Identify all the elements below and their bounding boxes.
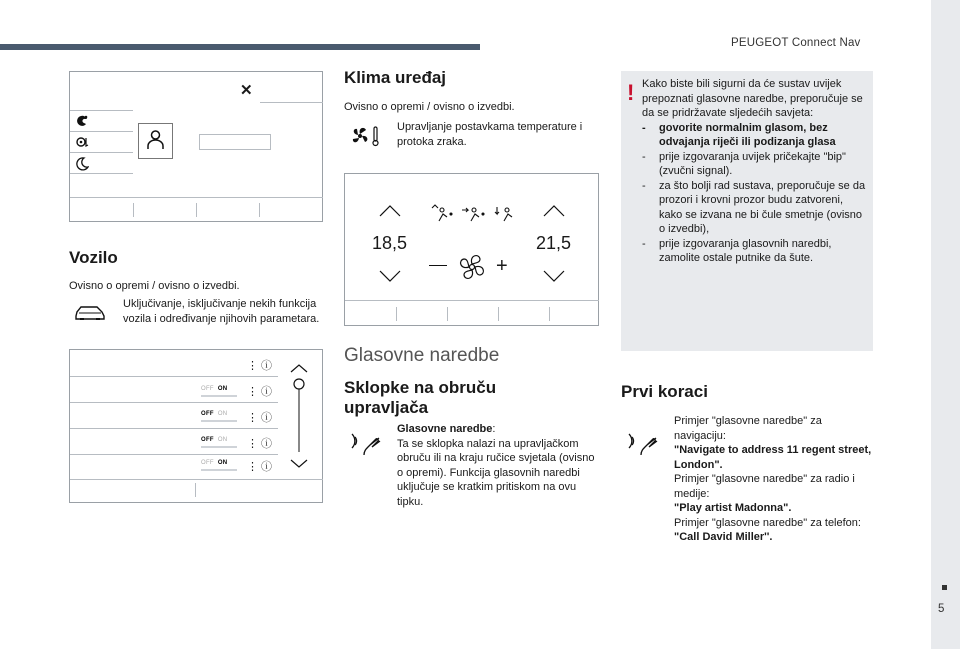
car-icon (74, 303, 106, 328)
temp-right-value: 21,5 (536, 233, 572, 253)
side-band (931, 0, 960, 649)
glasovne-label: Glasovne naredbe (397, 423, 493, 435)
toggle-row-1: OFF ON (201, 386, 228, 392)
warning-content (642, 77, 868, 266)
warning-item: - za što bolji rad sustava, preporučuje se da prozori i krovni prozor budu zatvoreni, kako se izvana ne bi čule smetnje (ovisno o izvedbi), (642, 179, 868, 237)
temp-left-down-icon (379, 269, 401, 287)
warning-intro: Kako biste bili sigurni da će sustav uvijek prepoznati glasovne naredbe, preporučuje se da se pridržavate sljedećih savjeta: (642, 78, 863, 119)
klima-title: Klima uređaj (344, 68, 447, 87)
glasovne-desc: Ta se sklopka nalazi na upravljačkom obruču ili na kraju ručice svjetala (ovisno o opremi). Funkcija glasovnih naredbi uključuje se kratkim pritiskom na ovu tipku. (397, 437, 595, 508)
moon-icon (75, 157, 89, 176)
palette-icon (74, 114, 89, 134)
name-field (199, 134, 271, 150)
toggle-row-4: OFF ON (201, 460, 228, 466)
fan-speed-icon (457, 252, 487, 287)
info-icon-1: ⋮ ⓘ (247, 360, 273, 372)
vozilo-intro: Ovisno o opremi / ovisno o izvedbi. (69, 280, 240, 292)
klima-desc: Upravljanje postavkama temperature i protoka zraka. (397, 121, 583, 148)
example-nav-command: "Navigate to address 11 regent street, London". (674, 444, 872, 471)
example-phone-label: Primjer "glasovne naredbe" za telefon: (674, 516, 861, 529)
temp-right-down-icon (543, 269, 565, 287)
example-nav-label: Primjer "glasovne naredbe" za navigaciju: (674, 415, 822, 442)
example-phone-command: "Call David Miller''. (674, 531, 773, 543)
prvi-koraci-content (674, 414, 874, 545)
klima-intro: Ovisno o opremi / ovisno o izvedbi. (344, 101, 515, 113)
voice-command-icon (350, 427, 382, 462)
warning-item: - govorite normalnim glasom, bez odvajanja riječi ili podizanja glasa (642, 121, 868, 150)
warning-icon: ! (627, 80, 635, 105)
vozilo-desc: Uključivanje, isključivanje nekih funkcija vozila i određivanje njihovih parametara. (123, 298, 320, 325)
warning-item: - prije izgovaranja uvijek pričekajte "bip" (zvučni signal). (642, 150, 868, 179)
info-icon-2: ⋮ ⓘ (247, 386, 273, 398)
climate-screen-illustration (344, 173, 599, 326)
toggle-row-3: OFF ON (201, 437, 228, 443)
page-header: PEUGEOT Connect Nav (731, 37, 861, 49)
page-number: 5 (938, 603, 945, 615)
info-icon-4: ⋮ ⓘ (247, 438, 273, 450)
glasovne-block: Glasovne naredbe: Ta se sklopka nalazi na upravljačkom obruču ili na kraju ručice svjetala (ovisno o opremi). Funkcija glasovnih naredbi uključuje se kratkim pritiskom na ovu tipku. (397, 423, 595, 508)
example-radio-command: "Play artist Madonna". (674, 502, 792, 514)
close-icon: ✕ (240, 82, 253, 99)
info-icon-5: ⋮ ⓘ (247, 461, 273, 473)
voice-command-icon-2 (627, 427, 659, 462)
vehicle-screen-illustration (69, 349, 323, 503)
glasovne-subtitle: Sklopke na obruču upravljača (344, 378, 497, 417)
temp-left-value: 18,5 (372, 233, 408, 253)
warning-item: - prije izgovaranja glasovnih naredbi, zamolite ostale putnike da šute. (642, 237, 868, 266)
glasovne-chapter-title: Glasovne naredbe (344, 345, 500, 366)
header-bar (0, 44, 480, 50)
airflow-modes-icon (429, 204, 519, 227)
scrollbar-illustration (288, 362, 310, 475)
settings-music-icon (74, 135, 90, 155)
page-marker (942, 585, 947, 590)
temp-right-up-icon (543, 204, 565, 222)
fan-minus-icon (429, 265, 447, 266)
info-icon-3: ⋮ ⓘ (247, 412, 273, 424)
toggle-row-2: OFF ON (201, 411, 228, 417)
warning-list (642, 121, 868, 266)
settings-screen-illustration (69, 71, 323, 222)
temp-left-up-icon (379, 204, 401, 222)
prvi-koraci-title: Prvi koraci (621, 382, 708, 401)
vozilo-title: Vozilo (69, 248, 118, 267)
fan-plus-icon: + (496, 255, 508, 277)
profile-button (138, 123, 173, 159)
fan-temperature-icon (350, 124, 382, 153)
example-radio-label: Primjer "glasovne naredbe" za radio i medije: (674, 473, 855, 500)
